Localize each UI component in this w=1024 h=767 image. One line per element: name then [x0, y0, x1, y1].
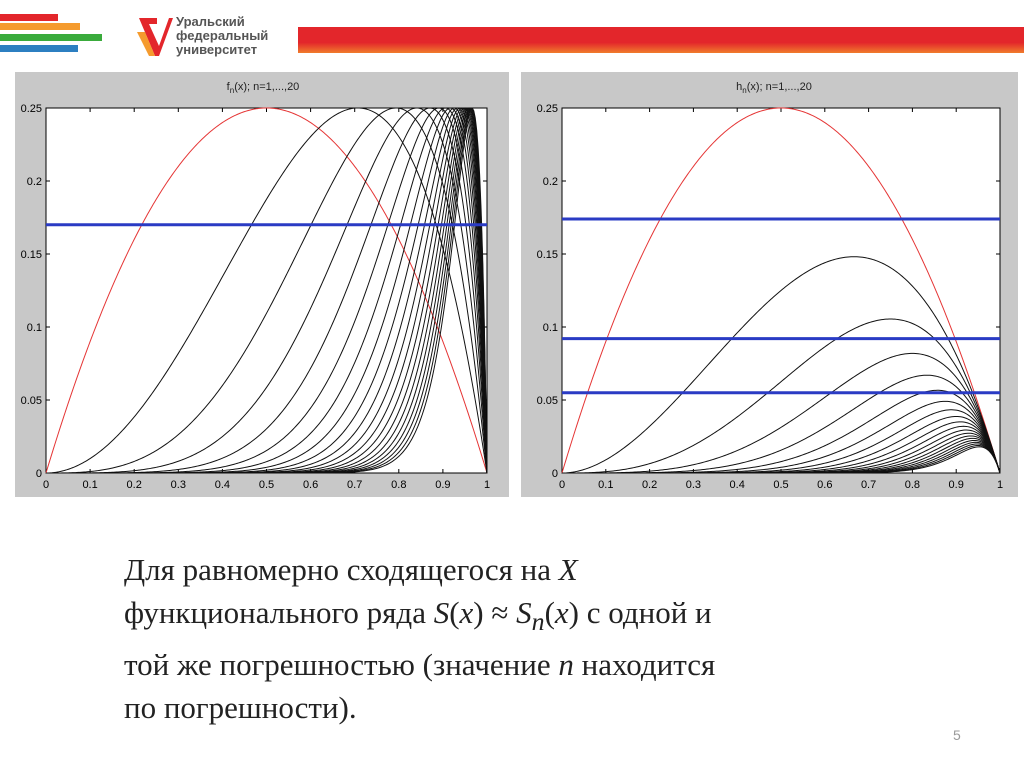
x-tick-label: 0.8 [391, 479, 407, 491]
text-line-4: по погрешности). [124, 690, 357, 726]
text-line-3 [124, 643, 904, 686]
y-tick-label: 0.2 [542, 176, 558, 188]
stripe-orange [0, 23, 80, 30]
text-line2-d: ( [544, 595, 555, 630]
x-tick-label: 0.4 [214, 479, 231, 491]
x-tick-label: 0 [558, 479, 566, 491]
text-line2-b: ( [449, 595, 460, 630]
chart-title-main: f [226, 81, 230, 93]
y-tick-label: 0.1 [542, 322, 558, 334]
slide-text [124, 548, 904, 729]
y-tick-label: 0.15 [20, 249, 42, 261]
chart-title-sub: n [229, 86, 235, 95]
page-number: 5 [953, 727, 961, 743]
logo-line-3: университет [176, 42, 258, 57]
brand-stripes [0, 14, 110, 62]
chart-title [227, 81, 300, 95]
chart-title-main: h [736, 81, 743, 93]
text-line2-c: ) ≈ [473, 595, 517, 630]
y-tick-label: 0.15 [536, 249, 558, 261]
text-var-x: x [459, 595, 474, 630]
chart-title-rest: (x); n=1,...,20 [234, 81, 300, 93]
text-line2-a: функционального ряда [124, 595, 434, 630]
chart-hn [521, 72, 1018, 497]
y-tick-label: 0 [551, 468, 558, 480]
university-logo-icon [133, 12, 173, 60]
x-tick-label: 0.7 [347, 479, 363, 491]
text-line1-a: Для равномерно сходящегося на [124, 552, 559, 587]
y-tick-label: 0 [35, 468, 42, 480]
text-line2-e: ) с одной и [568, 595, 712, 630]
x-tick-label: 0.9 [435, 479, 451, 491]
chart-fn [15, 72, 509, 497]
x-tick-label: 0.6 [302, 479, 319, 491]
x-tick-label: 0.2 [126, 479, 142, 491]
x-tick-label: 1 [996, 479, 1004, 491]
text-line3-a: той же погрешностью (значение [124, 647, 559, 683]
x-tick-label: 0.8 [904, 479, 921, 491]
stripe-blue [0, 45, 78, 52]
chart-title [736, 81, 812, 95]
y-tick-label: 0.25 [20, 103, 42, 115]
text-line3-b: находится [573, 647, 716, 683]
y-tick-label: 0.05 [536, 395, 558, 407]
x-tick-label: 0.7 [860, 479, 877, 491]
y-tick-label: 0.1 [26, 322, 42, 334]
x-tick-label: 0.3 [170, 479, 186, 491]
stripe-green [0, 34, 102, 41]
x-tick-label: 0.9 [948, 479, 964, 491]
y-tick-label: 0.2 [26, 176, 42, 188]
chart-panel-hn [521, 72, 1018, 497]
x-tick-label: 0.1 [598, 479, 614, 491]
logo-line-2: федеральный [176, 28, 269, 43]
text-line-1 [124, 548, 904, 591]
y-tick-label: 0.25 [536, 103, 558, 115]
text-var-x2: x [554, 595, 569, 630]
text-sub-n: n [531, 607, 545, 637]
x-tick-label: 0.5 [258, 479, 275, 491]
x-tick-label: 0.2 [641, 479, 658, 491]
x-tick-label: 0.6 [817, 479, 833, 491]
chart-title-sub: n [742, 86, 747, 95]
text-var-n: n [558, 647, 574, 683]
x-tick-label: 0.4 [729, 479, 745, 491]
x-tick-label: 0.3 [685, 479, 702, 491]
x-tick-label: 0 [42, 479, 50, 491]
chart-title-rest: (x); n=1,...,20 [746, 81, 812, 93]
stripe-red [0, 14, 58, 21]
x-tick-label: 1 [483, 479, 491, 491]
logo-line-1: Уральский [176, 14, 245, 29]
header-band [298, 27, 1024, 53]
university-name [176, 15, 268, 57]
text-var-S: S [433, 595, 450, 630]
text-line-2 [124, 591, 904, 643]
text-var-X: X [558, 552, 578, 587]
text-var-S2: S [516, 595, 532, 630]
x-tick-label: 0.5 [773, 479, 789, 491]
y-tick-label: 0.05 [20, 395, 42, 407]
x-tick-label: 0.1 [82, 479, 98, 491]
chart-panel-fn [15, 72, 509, 497]
